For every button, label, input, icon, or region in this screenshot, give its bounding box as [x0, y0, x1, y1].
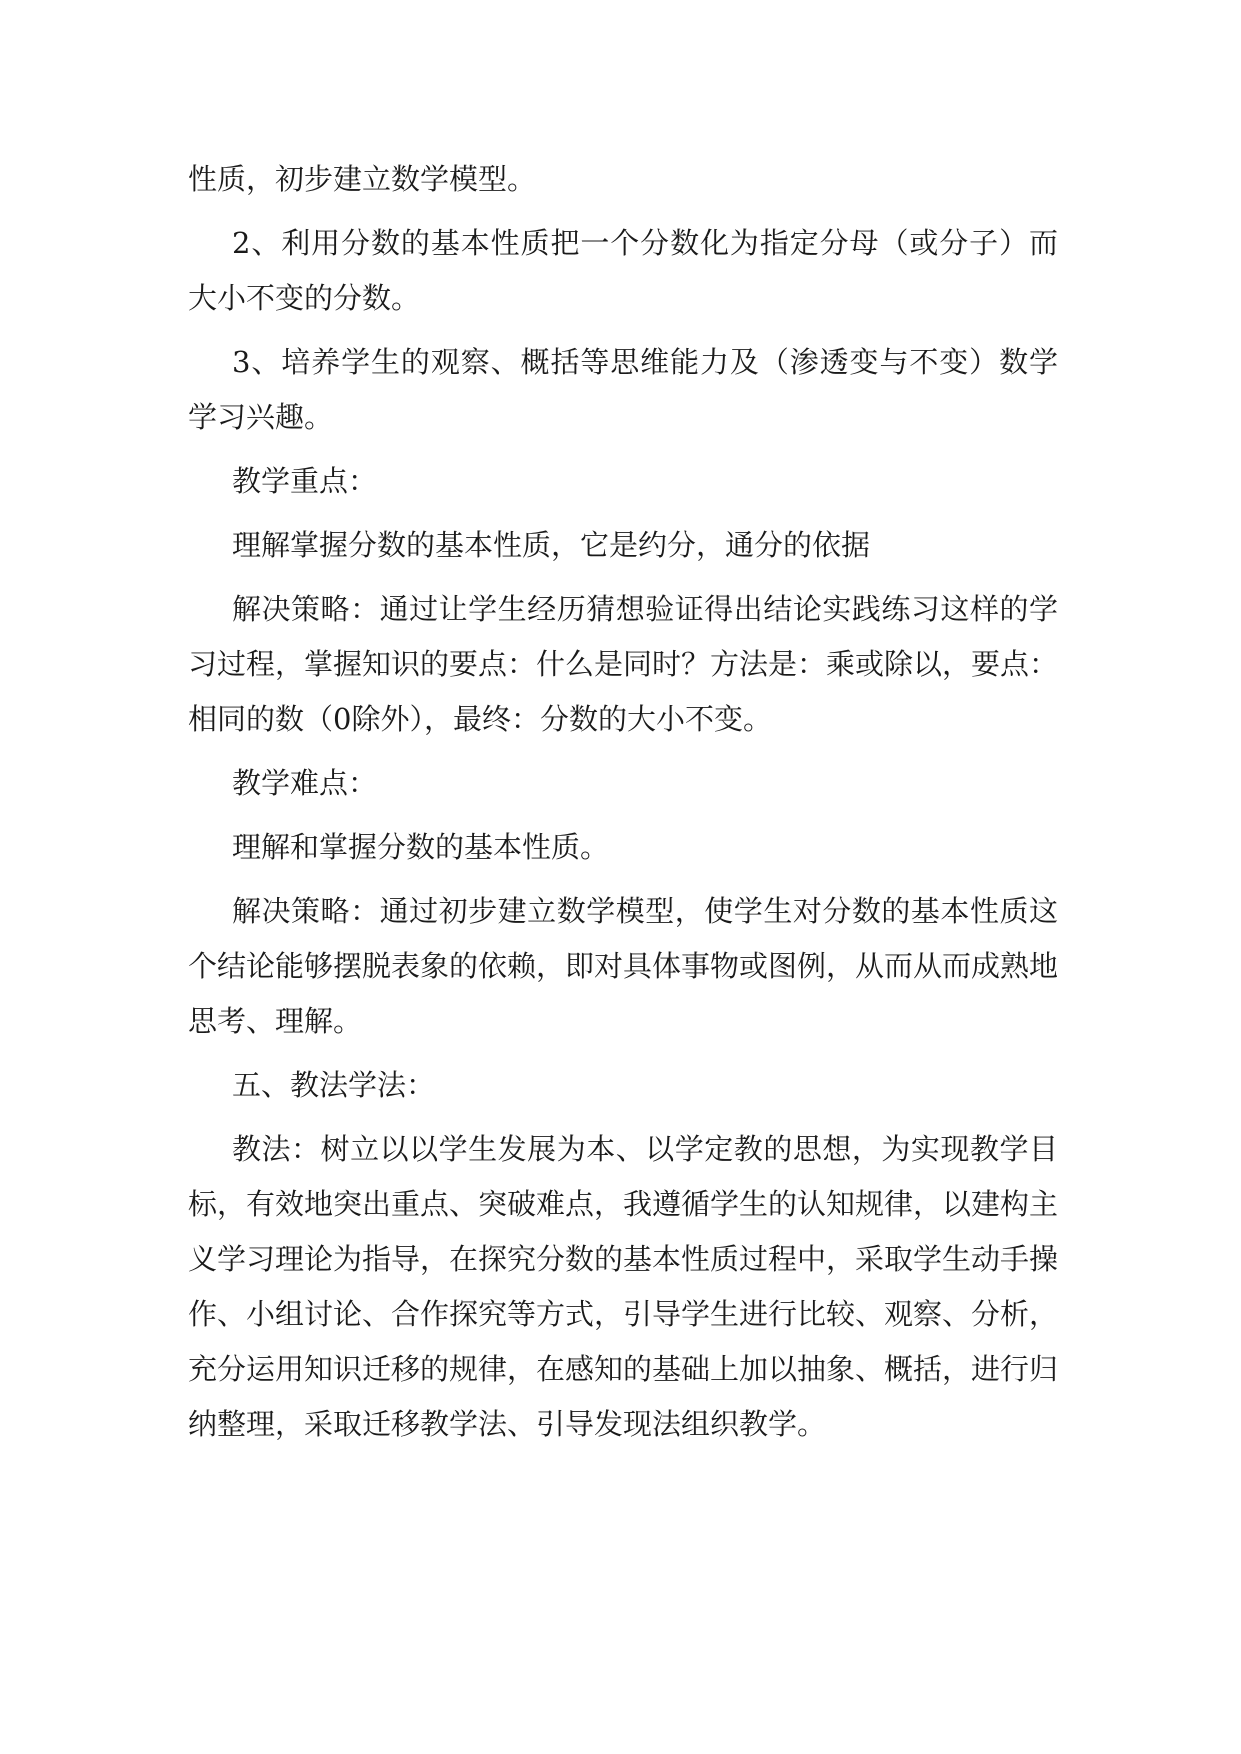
paragraph-continuation: 性质，初步建立数学模型。	[188, 162, 537, 196]
paragraph-teaching-focus: 理解掌握分数的基本性质，它是约分，通分的依据	[232, 528, 871, 562]
paragraph-objective-2: 2、利用分数的基本性质把一个分数化为指定分母（或分子）而大小不变的分数。	[188, 226, 1058, 315]
document-body	[188, 152, 1058, 1461]
paragraph-difficulty-strategy: 解决策略：通过初步建立数学模型，使学生对分数的基本性质这个结论能够摆脱表象的依赖，即对具体事物或图例，从而从而成熟地思考、理解。	[188, 894, 1059, 1038]
heading-teaching-difficulty: 教学难点：	[232, 766, 378, 800]
heading-section-five: 五、教法学法：	[232, 1068, 436, 1102]
paragraph-teaching-method: 教法：树立以以学生发展为本、以学定教的思想，为实现教学目标，有效地突出重点、突破难点，我遵循学生的认知规律，以建构主义学习理论为指导，在探究分数的基本性质过程中，采取学生动手操作、小组讨论、合作探究等方式，引导学生进行比较、观察、分析，充分运用知识迁移的规律，在感知的基础上加以抽象、概括，进行归纳整理，采取迁移教学法、引导发现法组织教学。	[188, 1132, 1059, 1441]
heading-teaching-focus: 教学重点：	[232, 464, 378, 498]
paragraph-objective-3: 3、培养学生的观察、概括等思维能力及（渗透变与不变）数学学习兴趣。	[188, 345, 1058, 434]
paragraph-focus-strategy: 解决策略：通过让学生经历猜想验证得出结论实践练习这样的学习过程，掌握知识的要点：什么是同时？方法是：乘或除以，要点：相同的数（0除外），最终：分数的大小不变。	[188, 592, 1059, 736]
paragraph-teaching-difficulty: 理解和掌握分数的基本性质。	[232, 830, 610, 864]
